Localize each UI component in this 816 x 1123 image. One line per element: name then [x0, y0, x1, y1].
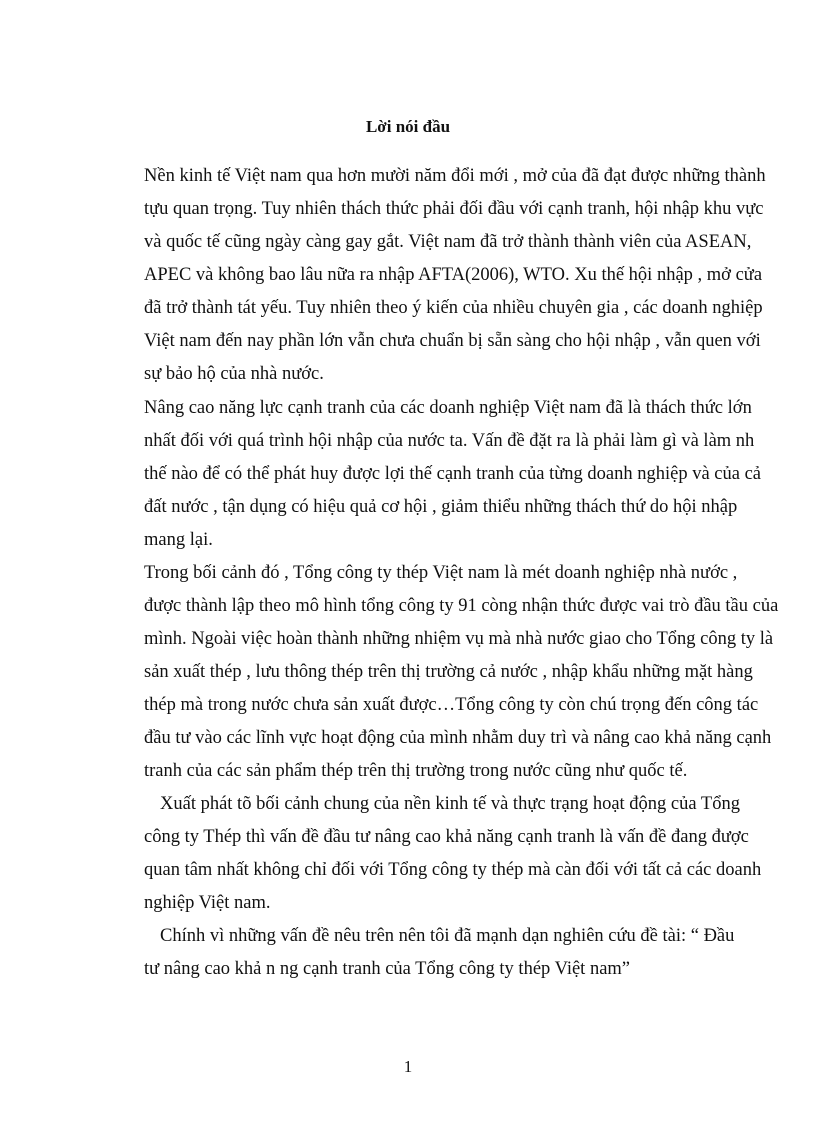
body-line: mình. Ngoài việc hoàn thành những nhiệm vụ mà nhà nước giao cho Tổng công ty là: [144, 629, 774, 649]
body-line: đầu tư vào các lĩnh vực hoạt động của mình nhằm duy trì và nâng cao khả năng cạnh: [144, 728, 772, 748]
body-line: Nâng cao năng lực cạnh tranh của các doanh nghiệp Việt nam đã là thách thức lớn: [144, 398, 752, 418]
body-line: tựu quan trọng. Tuy nhiên thách thức phải đối đầu với cạnh tranh, hội nhập khu vực: [144, 199, 764, 219]
body-line: được thành lập theo mô hình tổng công ty 91 còng nhận thức được vai trò đầu tầu của: [144, 596, 779, 616]
page-number: 1: [403, 1057, 413, 1076]
body-line: quan tâm nhất không chỉ đối với Tổng công ty thép mà càn đối với tất cả các doanh: [144, 860, 762, 880]
body-line: sự bảo hộ của nhà nước.: [144, 364, 324, 384]
body-line: nhất đối với quá trình hội nhập của nước ta. Vấn đề đặt ra là phải làm gì và làm nh: [144, 431, 755, 451]
body-line: APEC và không bao lâu nữa ra nhập AFTA(2006), WTO. Xu thế hội nhập , mở cửa: [144, 265, 763, 285]
body-line: Việt nam đến nay phần lớn vẫn chưa chuẩn bị sẵn sàng cho hội nhập , vẫn quen với: [144, 331, 761, 351]
body-line: Nền kinh tế Việt nam qua hơn mười năm đổi mới , mở của đã đạt được những thành: [144, 166, 766, 186]
body-line: tư nâng cao khả n ng cạnh tranh của Tổng công ty thép Việt nam”: [144, 959, 631, 979]
body-line: và quốc tế cũng ngày càng gay gắt. Việt nam đã trở thành thành viên của ASEAN,: [144, 232, 752, 252]
body-line: công ty Thép thì vấn đề đầu tư nâng cao khả năng cạnh tranh là vấn đề đang được: [144, 827, 749, 847]
body-line: mang lại.: [144, 530, 213, 550]
body-line: Xuất phát tõ bối cảnh chung của nền kinh tế và thực trạng hoạt động của Tổng: [160, 794, 740, 814]
body-line: Chính vì những vấn đề nêu trên nên tôi đã mạnh dạn nghiên cứu đề tài: “ Đầu: [160, 926, 735, 946]
page-title: Lời nói đầu: [365, 117, 451, 136]
body-line: tranh của các sản phẩm thép trên thị trường trong nước cũng như quốc tế.: [144, 761, 688, 781]
body-line: đã trở thành tát yếu. Tuy nhiên theo ý kiến của nhiều chuyên gia , các doanh nghiệp: [144, 298, 763, 318]
body-line: thép mà trong nước chưa sản xuất được…Tổng công ty còn chú trọng đến công tác: [144, 695, 759, 715]
body-line: sản xuất thép , lưu thông thép trên thị trường cả nước , nhập khẩu những mặt hàng: [144, 662, 753, 682]
body-line: nghiệp Việt nam.: [144, 893, 271, 913]
body-line: thế nào để có thể phát huy được lợi thế cạnh tranh của từng doanh nghiệp và của cả: [144, 464, 762, 484]
body-line: Trong bối cảnh đó , Tổng công ty thép Việt nam là mét doanh nghiệp nhà nước ,: [144, 563, 738, 583]
body-line: đất nước , tận dụng có hiệu quả cơ hội , giảm thiểu những thách thứ do hội nhập: [144, 497, 738, 517]
